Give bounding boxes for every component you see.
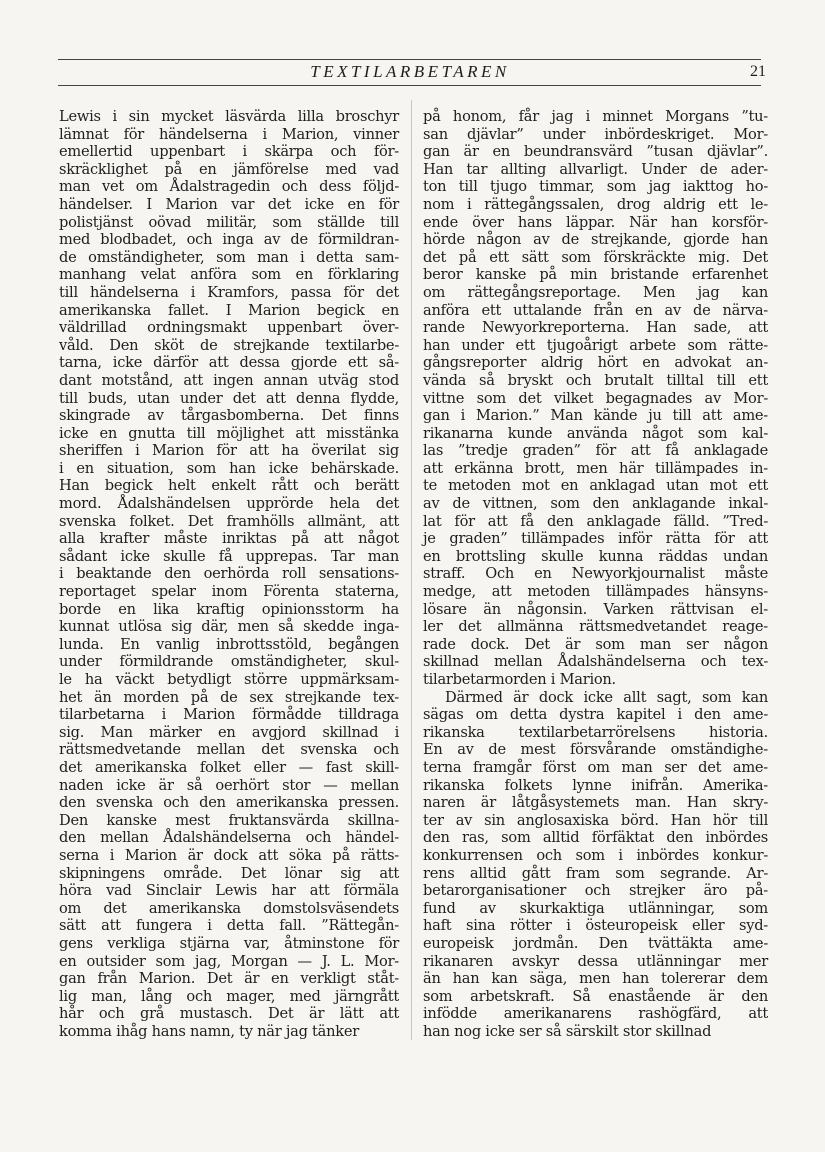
text-line: san djävlar” under inbördeskriget. Mor- xyxy=(423,125,768,143)
text-line: reportaget spelar inom Förenta staterna, xyxy=(59,583,399,601)
text-line: tarna, icke därför att dessa gjorde ett så- xyxy=(59,354,399,372)
text-line: skingrade av tårgasbomberna. Det finns xyxy=(59,407,399,425)
text-line: sheriffen i Marion för att ha överilat sig xyxy=(59,442,399,460)
text-line: konkurrensen och som i inbördes konkur- xyxy=(423,846,768,864)
text-line: naden icke är så oerhört stor — mellan xyxy=(59,776,399,794)
text-line: Han tar allting allvarligt. Under de ader- xyxy=(423,160,768,178)
text-line: komma ihåg hans namn, ty när jag tänker xyxy=(59,1022,359,1040)
text-line: naren är låtgåsystemets man. Han skry- xyxy=(423,794,768,812)
text-column-right xyxy=(423,108,768,1040)
text-line: med blodbadet, och inga av de förmildran- xyxy=(59,231,399,249)
text-line: rande Newyorkreporterna. Han sade, att xyxy=(423,319,768,337)
text-line: gens verkliga stjärna var, åtminstone för xyxy=(59,934,399,952)
text-line: svenska folket. Det framhölls allmänt, att xyxy=(59,512,399,530)
text-line: nom i rättegångssalen, drog aldrig ett le- xyxy=(423,195,768,213)
text-line: alla krafter måste inriktas på att något xyxy=(59,530,399,548)
text-line: polistjänst oövad militär, som ställde till xyxy=(59,213,399,231)
text-line: ton till tjugo timmar, som jag iakttog ho- xyxy=(423,178,768,196)
text-line: än han kan säga, men han tolererar dem xyxy=(423,970,768,988)
text-line: till buds, utan under det att denna flydde, xyxy=(59,389,399,407)
text-line: medge, att metoden tillämpades hänsyns- xyxy=(423,583,768,601)
text-line: rikanaren avskyr dessa utlänningar mer xyxy=(423,952,768,970)
text-line: beror kanske på min bristande erfarenhet xyxy=(423,266,768,284)
text-line: lig man, lång och mager, med järngrått xyxy=(59,987,399,1005)
text-line: väldrillad ordningsmakt uppenbart över- xyxy=(59,319,399,337)
text-line: i en situation, som han icke behärskade. xyxy=(59,459,399,477)
text-line: dant motstånd, att ingen annan utväg stod xyxy=(59,371,399,389)
text-line: serna i Marion är dock att söka på rätts- xyxy=(59,846,399,864)
text-line: hörde någon av de strejkande, gjorde han xyxy=(423,231,768,249)
text-line: anföra ett uttalande från en av de närva- xyxy=(423,301,768,319)
text-line: Den kanske mest fruktansvärda skillna- xyxy=(59,811,399,829)
text-line: skipningens område. Det lönar sig att xyxy=(59,864,399,882)
text-line: fund av skurkaktiga utlänningar, som xyxy=(423,899,768,917)
text-line: Han begick helt enkelt rått och berätt xyxy=(59,477,399,495)
text-line: våld. Den sköt de strejkande textilarbe- xyxy=(59,336,399,354)
text-line: skräcklighet på en jämförelse med vad xyxy=(59,160,399,178)
text-line: kunnat utlösa sig där, men så skedde inga- xyxy=(59,618,399,636)
text-line: om det amerikanska domstolsväsendets xyxy=(59,899,399,917)
text-line: Därmed är dock icke allt sagt, som kan xyxy=(445,688,768,706)
text-line: gan i Marion.” Man kände ju till att ame- xyxy=(423,407,768,425)
text-line: ende över hans läppar. När han korsför- xyxy=(423,213,768,231)
text-line: den mellan Ådalshändelserna och händel- xyxy=(59,829,399,847)
text-line: icke en gnutta till möjlighet att misstänka xyxy=(59,424,399,442)
text-line: till händelserna i Kramfors, passa för det xyxy=(59,283,399,301)
text-line: de omständigheter, som man i detta sam- xyxy=(59,248,399,266)
text-line: europeisk jordmån. Den tvättäkta ame- xyxy=(423,934,768,952)
text-line: som arbetskraft. Så enastående är den xyxy=(423,987,768,1005)
text-line: terna framgår först om man ser det ame- xyxy=(423,758,768,776)
text-line: rens alltid gått fram som segrande. Ar- xyxy=(423,864,768,882)
text-line: rikanska folkets lynne inifrån. Amerika- xyxy=(423,776,768,794)
text-line: han nog icke ser så särskilt stor skillnad xyxy=(423,1022,712,1040)
text-line: i beaktande den oerhörda roll sensations- xyxy=(59,565,399,583)
text-line: man vet om Ådalstragedin och dess följd- xyxy=(59,178,399,196)
text-line: sägas om detta dystra kapitel i den ame- xyxy=(423,706,768,724)
text-line: han under ett tjugoårigt arbete som rätte- xyxy=(423,336,768,354)
text-line: tilarbetarna i Marion förmådde tilldraga xyxy=(59,706,399,724)
text-line: las ”tredje graden” för att få anklagade xyxy=(423,442,768,460)
text-line: rikanarna kunde använda något som kal- xyxy=(423,424,768,442)
column-divider xyxy=(411,100,412,1040)
text-line: lat för att få den anklagade fälld. ”Tred- xyxy=(423,512,768,530)
text-line: het än morden på de sex strejkande tex- xyxy=(59,688,399,706)
text-line: hår och grå mustasch. Det är lätt att xyxy=(59,1005,399,1023)
text-line: straff. Och en Newyorkjournalist måste xyxy=(423,565,768,583)
text-line: ler det allmänna rättsmedvetandet reage- xyxy=(423,618,768,636)
text-line: le ha väckt betydligt större uppmärksam- xyxy=(59,671,399,688)
text-line: höra vad Sinclair Lewis har att förmäla xyxy=(59,882,399,900)
text-line: emellertid uppenbart i skärpa och för- xyxy=(59,143,399,161)
text-line: rade dock. Det är som man ser någon xyxy=(423,635,768,653)
text-line: rättsmedvetande mellan det svenska och xyxy=(59,741,399,759)
text-line: det amerikanska folket eller — fast skill- xyxy=(59,758,399,776)
text-column-left xyxy=(59,108,399,1040)
text-line: gan från Marion. Det är en verkligt ståt- xyxy=(59,970,399,988)
text-line: rikanska textilarbetarrörelsens historia. xyxy=(423,723,768,741)
journal-title: TEXTILARBETAREN xyxy=(310,62,510,81)
text-line: sådant icke skulle få upprepas. Tar man xyxy=(59,547,399,565)
text-line: den svenska och den amerikanska pressen. xyxy=(59,794,399,812)
text-line: ter av sin anglosaxiska börd. Han hör till xyxy=(423,811,768,829)
text-line: lösare än någonsin. Varken rättvisan el- xyxy=(423,600,768,618)
text-line: infödde amerikanarens rashögfärd, att xyxy=(423,1005,768,1023)
text-line: om rättegångsreportage. Men jag kan xyxy=(423,283,768,301)
text-line: händelser. I Marion var det icke en för xyxy=(59,195,399,213)
text-line: gångsreporter aldrig hört en advokat an- xyxy=(423,354,768,372)
text-line: en outsider som jag, Morgan — J. L. Mor- xyxy=(59,952,399,970)
text-line: på honom, får jag i minnet Morgans ”tu- xyxy=(423,108,768,125)
text-line: tilarbetarmorden i Marion. xyxy=(423,671,616,688)
text-line: amerikanska fallet. I Marion begick en xyxy=(59,301,399,319)
text-line: sig. Man märker en avgjord skillnad i xyxy=(59,723,399,741)
text-line: av de vittnen, som den anklagande inkal- xyxy=(423,495,768,513)
text-line: sätt att fungera i detta fall. ”Rättegån- xyxy=(59,917,399,935)
text-line: en brottsling skulle kunna räddas undan xyxy=(423,547,768,565)
text-line: gan är en beundransvärd ”tusan djävlar”. xyxy=(423,143,768,161)
text-line: att erkänna brott, men här tillämpades in- xyxy=(423,459,768,477)
header-bottom-rule xyxy=(58,85,761,86)
text-line: mord. Ådalshändelsen upprörde hela det xyxy=(59,495,399,513)
page-number: 21 xyxy=(750,63,766,80)
text-line: te metoden mot en anklagad utan mot ett xyxy=(423,477,768,495)
text-line: vända så bryskt och brutalt tilltal till ett xyxy=(423,371,768,389)
text-line: lunda. En vanlig inbrottsstöld, begången xyxy=(59,635,399,653)
text-line: borde en lika kraftig opinionsstorm ha xyxy=(59,600,399,618)
text-line: haft sina rötter i östeuropeisk eller syd- xyxy=(423,917,768,935)
text-line: det på ett sätt som förskräckte mig. Det xyxy=(423,248,768,266)
text-line: betarorganisationer och strejker äro på- xyxy=(423,882,768,900)
text-line: lämnat för händelserna i Marion, vinner xyxy=(59,125,399,143)
text-line: vittne som det vilket begagnades av Mor- xyxy=(423,389,768,407)
text-line: den ras, som alltid förfäktat den inbördes xyxy=(423,829,768,847)
text-line: under förmildrande omständigheter, skul- xyxy=(59,653,399,671)
text-line: manhang velat anföra som en förklaring xyxy=(59,266,399,284)
header-top-rule xyxy=(58,59,761,60)
text-line: skillnad mellan Ådalshändelserna och tex- xyxy=(423,653,768,671)
text-line: Lewis i sin mycket läsvärda lilla broschyr xyxy=(59,108,399,125)
text-line: je graden” tillämpades inför rätta för att xyxy=(423,530,768,548)
text-line: En av de mest försvårande omständighe- xyxy=(423,741,768,759)
